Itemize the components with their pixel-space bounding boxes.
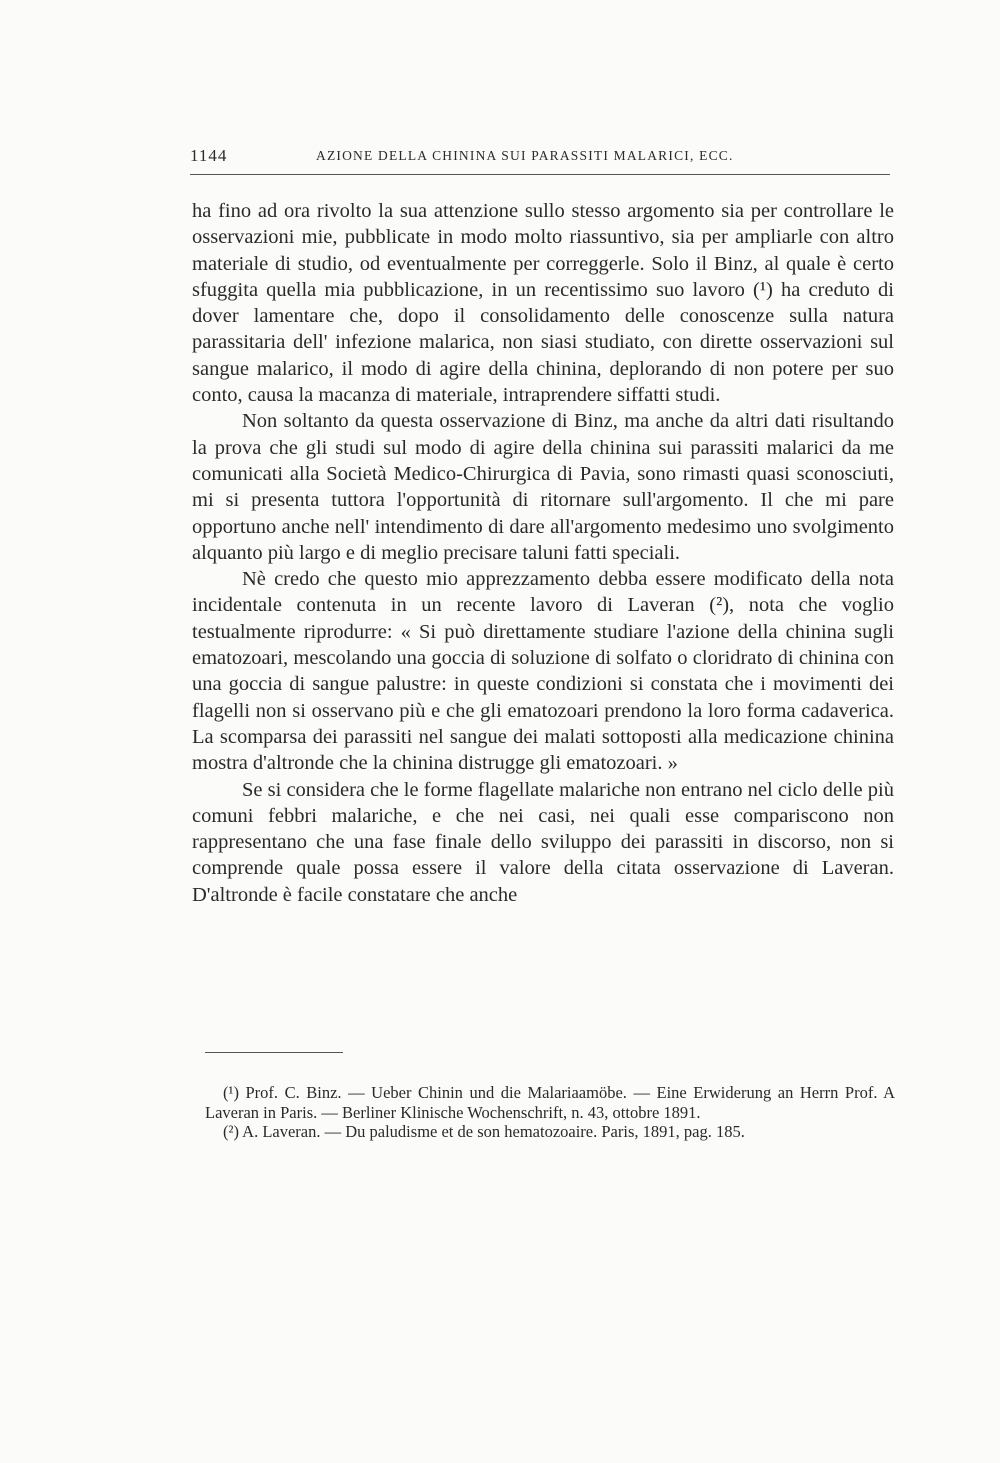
header-rule [190, 174, 890, 175]
running-header [190, 144, 890, 172]
footnote-2: (²) A. Laveran. — Du paludisme et de son hematozoaire. Paris, 1891, pag. 185. [223, 1122, 745, 1141]
footnotes [205, 1083, 895, 1142]
footnote-rule [205, 1052, 343, 1053]
main-text [192, 198, 894, 908]
paragraph-2: Non soltanto da questa osservazione di Binz, ma anche da altri dati risultando la prova che gli studi sul modo di agire della chinina sui parassiti malarici da me comunicati alla Società Medico-Chirurgica di Pavia, sono rimasti quasi sconosciuti, mi si presenta tuttora l'opportunità di ritornare sull'argomento. Il che mi pare opportuno anche nell' intendimento di dare all'argomento medesimo uno svolgimento alquanto più largo e di meglio precisare taluni fatti speciali. [192, 410, 894, 564]
running-title: AZIONE DELLA CHININA SUI PARASSITI MALARICI, ECC. [316, 148, 734, 163]
paragraph-3: Nè credo che questo mio apprezzamento debba essere modificato della nota incidentale contenuta in un recente lavoro di Laveran (²), nota che voglio testualmente riprodurre: « Si può direttamente studiare l'azione della chinina sugli ematozoari, mescolando una goccia di soluzione di solfato o cloridrato di chinina con una goccia di sangue palustre: in queste condizioni si constata che i movimenti dei flagelli non si osservano più e che gli ematozoari prendono la loro forma cadaverica. La scomparsa dei parassiti nel sangue dei malati sottoposti alla medicazione chinina mostra d'altronde che la chinina distrugge gli ematozoari. » [192, 568, 894, 775]
page-number: 1144 [190, 146, 228, 165]
footnote-1: (¹) Prof. C. Binz. — Ueber Chinin und die Malariaamöbe. — Eine Erwiderung an Herrn Prof. A Laveran in Paris. — Berliner Klinische Wochenschrift, n. 43, ottobre 1891. [205, 1083, 895, 1122]
paragraph-1: ha fino ad ora rivolto la sua attenzione sullo stesso argomento sia per controllare le osservazioni mie, pubblicate in modo molto riassuntivo, sia per ampliarle con altro materiale di studio, od eventualmente per correggerle. Solo il Binz, al quale è certo sfuggita quella mia pubblicazione, in un recentissimo suo lavoro (¹) ha creduto di dover lamentare che, dopo il consolidamento delle conoscenze sulla natura parassitaria dell' infezione malarica, non siasi studiato, con dirette osservazioni sul sangue malarico, il modo di agire della chinina, deplorando di non potere per suo conto, causa la macanza di materiale, intraprendere siffatti studi. [192, 200, 894, 407]
paragraph-4: Se si considera che le forme flagellate malariche non entrano nel ciclo delle più comuni febbri malariche, e che nei casi, nei quali esse compariscono non rappresentano che una fase finale dello sviluppo dei parassiti in discorso, non si comprende quale possa essere il valore della citata osservazione di Laveran. D'altronde è facile constatare che anche [192, 778, 894, 906]
